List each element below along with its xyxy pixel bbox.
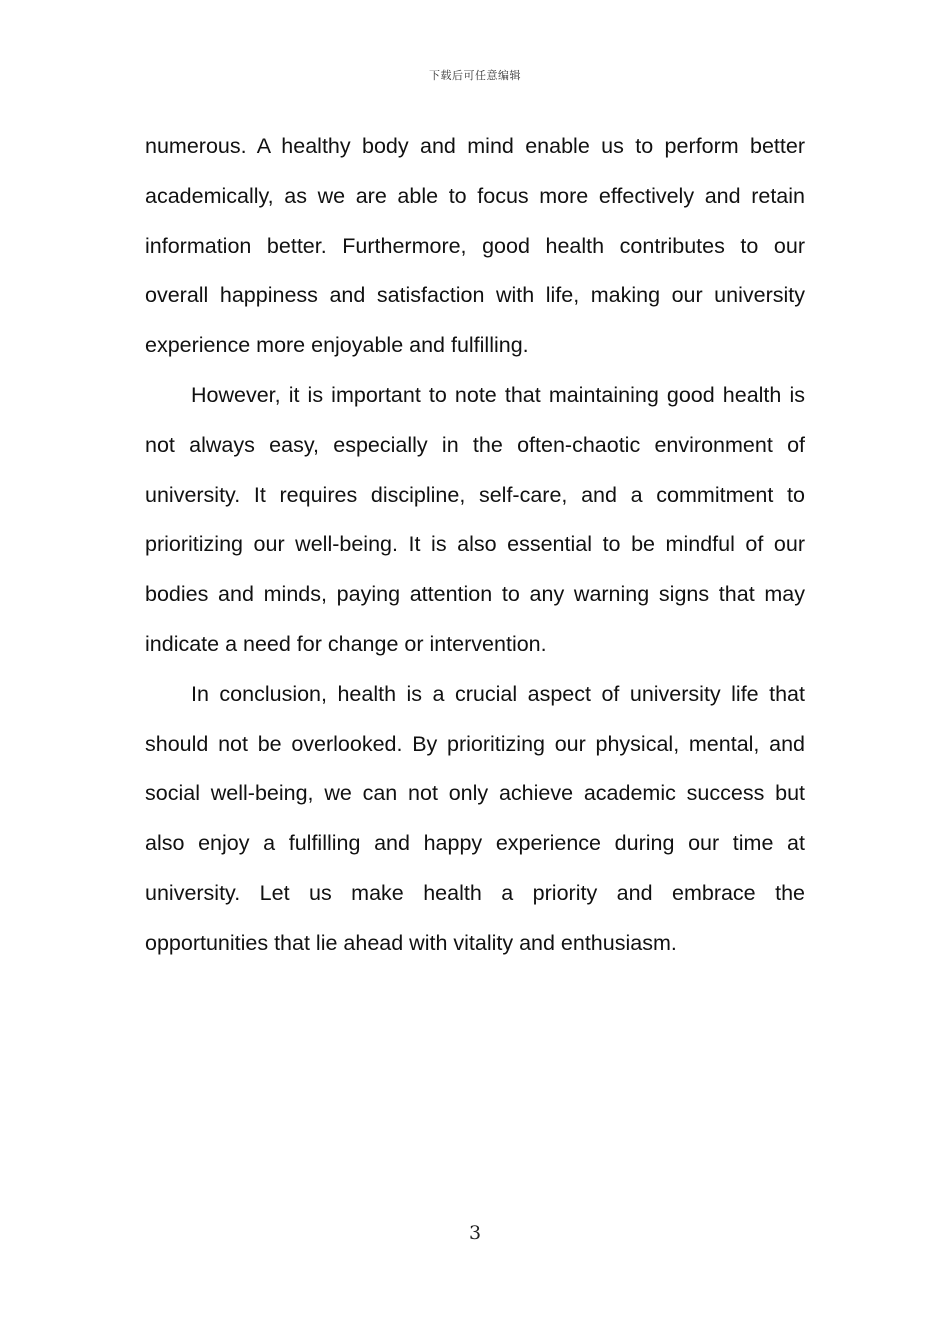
page-header: 下载后可任意编辑 bbox=[429, 69, 521, 82]
paragraph-3: In conclusion, health is a crucial aspect of university life that should not be overlooked. By prioritizing our physical, mental, and social well-being, we can not only achieve academic success but also enjoy a fulfilling and happy experience during our time at university. Let us make health a priority and embrace the opportunities that lie ahead with vitality and enthusiasm. bbox=[145, 681, 805, 955]
page-number: 3 bbox=[468, 1222, 482, 1244]
document-body bbox=[145, 122, 805, 969]
paragraph-1: numerous. A healthy body and mind enable us to perform better academically, as we are able to focus more effectively and retain information better. Furthermore, good health contributes to our overall happiness and satisfaction with life, making our university experience more enjoyable and fulfilling. bbox=[145, 134, 805, 358]
paragraph-2: However, it is important to note that maintaining good health is not always easy, especially in the often-chaotic environment of university. It requires discipline, self-care, and a commitment to prioritizing our well-being. It is also essential to be mindful of our bodies and minds, paying attention to any warning signs that may indicate a need for change or intervention. bbox=[145, 382, 805, 656]
